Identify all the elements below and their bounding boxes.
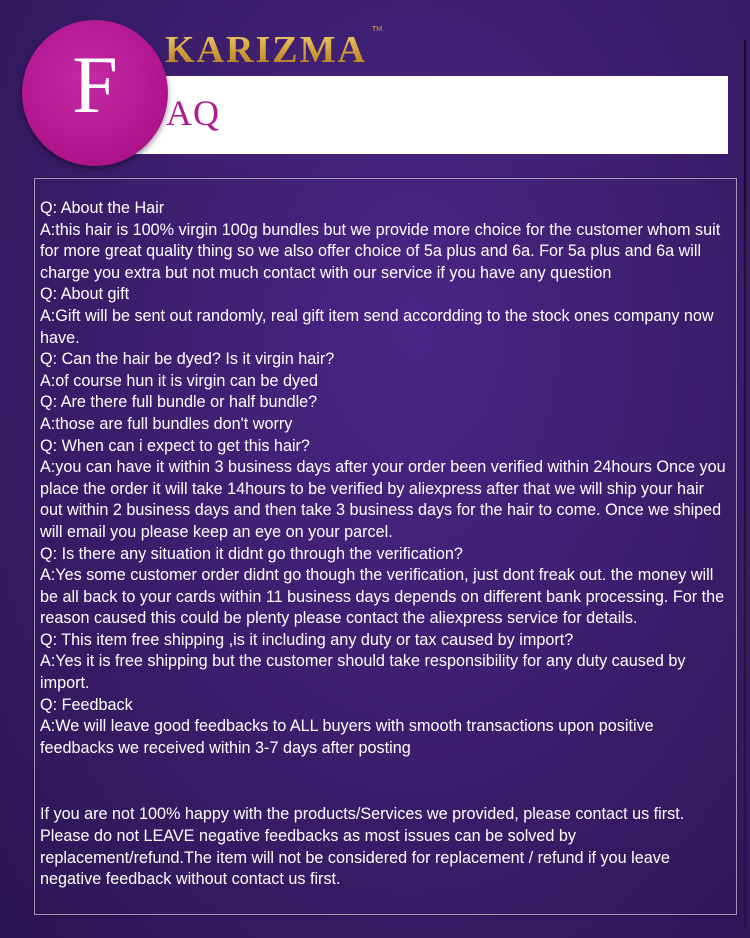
faq-line: Q: Can the hair be dyed? Is it virgin hair? (40, 350, 335, 369)
faq-content (40, 198, 730, 891)
faq-line: Q: This item free shipping ,is it including any duty or tax caused by import? (40, 630, 574, 649)
faq-line: Q: Feedback (40, 695, 133, 714)
faq-line: Q: Is there any situation it didnt go through the verification? (40, 544, 463, 563)
faq-line: A:this hair is 100% virgin 100g bundles but we provide more choice for the customer whom suit for more great quality thing so we also offer choice of 5a plus and 6a. For 5a plus and 6a will charge you extra but not much contact with our service if you have any question (40, 220, 721, 282)
faq-line: Q: About the Hair (40, 199, 165, 217)
faq-line: A:We will leave good feedbacks to ALL buyers with smooth transactions upon positive feedbacks we received within 3-7 days after posting (40, 717, 654, 757)
faq-line: Q: Are there full bundle or half bundle? (40, 393, 318, 412)
brand-logo: KARIZMA (165, 29, 367, 71)
trademark-mark: TM (372, 26, 383, 33)
title-rest: AQ (166, 93, 220, 133)
faq-line: Q: When can i expect to get this hair? (40, 436, 310, 455)
faq-line: A:Yes some customer order didnt go though the verification, just dont freak out. the money will be all back to your cards within 11 business days depends on different bank processing. For the reason caused this could be plenty please contact the aliexpress service for details. (40, 566, 725, 628)
faq-line: A:of course hun it is virgin can be dyed (40, 371, 319, 390)
feedback-notice: If you are not 100% happy with the products/Services we provided, please contact us first. Please do not LEAVE negative feedbacks as most issues can be solved by replacement/refund.The item will not be considered for replacement / refund if you leave negative feedback without contact us first. (40, 805, 685, 889)
faq-line: A:Yes it is free shipping but the customer should take responsibility for any duty caused by import. (40, 652, 686, 693)
faq-line: A:Gift will be sent out randomly, real gift item send accordding to the stock ones company now have. (40, 306, 714, 347)
faq-line: A:you can have it within 3 business days after your order been verified within 24hours Once you place the order it will take 14hours to be verified by aliexpress after that we will ship your hair out within 2 business days and then take 3 business days for the hair to come. Once we shiped will email you please keep an eye on your parcel. (40, 458, 726, 541)
right-edge-shadow (744, 40, 746, 930)
circle-letter: F (72, 39, 118, 130)
faq-line: Q: About gift (40, 285, 130, 304)
faq-circle-badge (22, 20, 168, 166)
faq-line: A:those are full bundles don't worry (40, 414, 293, 433)
